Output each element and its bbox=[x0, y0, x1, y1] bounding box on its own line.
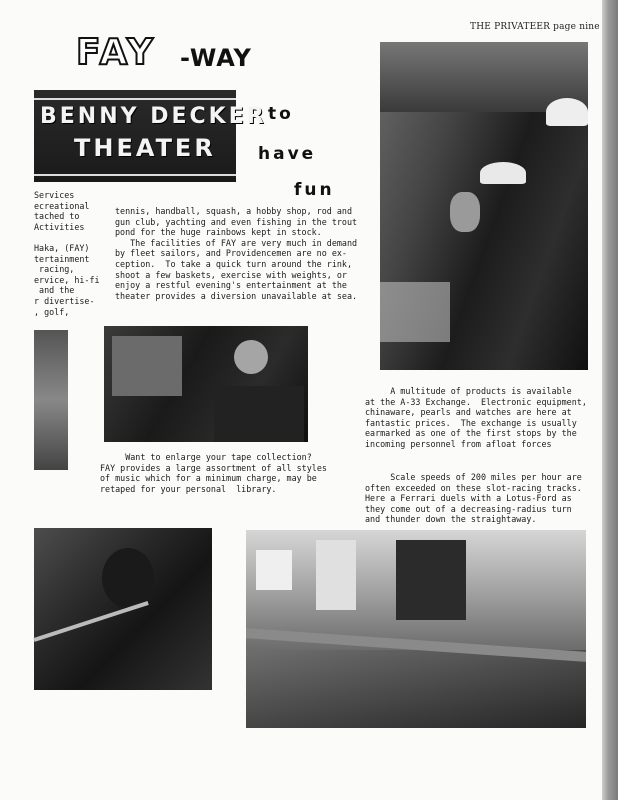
marquee-line-2: THEATER bbox=[74, 134, 216, 162]
headline-way: -WAY bbox=[180, 44, 252, 72]
tape-collection-photo bbox=[104, 326, 308, 442]
exchange-caption: A multitude of products is available at the A-33 Exchange. Electronic equipment, chinaware, pearls and watches are here at fantastic prices. The exchange is usually earmarked as one of the first stops by the incoming personnel from afloat forces bbox=[365, 386, 587, 449]
left-column-fragment: Services ecreational tached to Activities Haka, (FAY) tertainment racing, ervice, hi-fi and the r divertise- , golf, bbox=[34, 190, 100, 317]
headline-to: to bbox=[268, 104, 294, 124]
sailor-closeup-photo bbox=[34, 528, 212, 690]
theater-marquee-photo bbox=[34, 90, 267, 182]
marquee-line-1: BENNY DECKER bbox=[40, 104, 267, 129]
main-article-text: tennis, handball, squash, a hobby shop, rod and gun club, yachting and even fishing in the trout pond for the huge rainbows kept in stock. The facilities of FAY are very much in demand by fleet sailors, and Providencemen are no ex- ception. To take a quick turn around the rink, shoot a few baskets, exercise with weights, or enjoy a restful evening's entertainment at the theater provides a diversion unavailable at sea. bbox=[115, 206, 358, 301]
headline-fay: FAY bbox=[76, 32, 156, 73]
page-edge bbox=[602, 0, 618, 800]
running-head: THE PRIVATEER page nine bbox=[470, 22, 600, 32]
exchange-photo bbox=[380, 42, 588, 370]
slot-racing-caption: Scale speeds of 200 miles per hour are often exceeded on these slot-racing tracks. Here a Ferrari duels with a Lotus-Ford as they come out of a decreasing-radius turn and thunder down the straightaway. bbox=[365, 472, 582, 525]
headline-have: have bbox=[258, 144, 317, 164]
tape-collection-caption: Want to enlarge your tape collection? FAY provides a large assortment of all styles of music which for a minimum charge, may be retaped for your personal library. bbox=[100, 452, 327, 494]
headline-fun: fun bbox=[294, 180, 335, 200]
left-partial-photo bbox=[34, 330, 68, 470]
slot-racing-photo bbox=[246, 530, 586, 728]
